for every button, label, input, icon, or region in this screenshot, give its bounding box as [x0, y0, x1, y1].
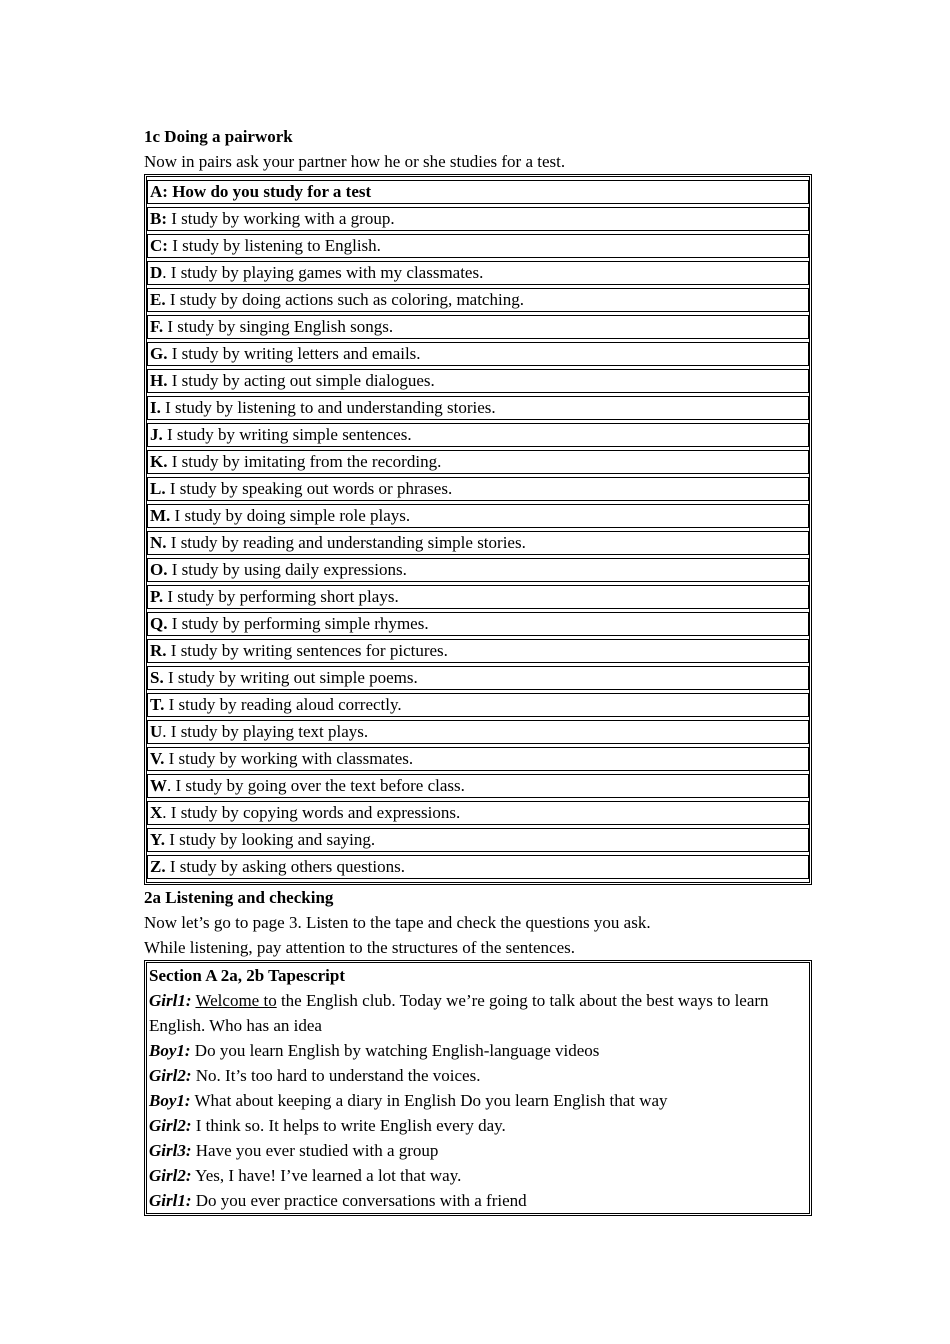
answer-text: I study by performing short plays.	[163, 587, 399, 606]
tapescript-box	[144, 960, 812, 1216]
answer-cell	[147, 234, 809, 258]
answer-letter: U	[150, 722, 163, 741]
answer-cell	[147, 693, 809, 717]
answer-letter: W	[150, 776, 167, 795]
answer-letter: P.	[150, 587, 164, 606]
answer-text: I study by performing simple rhymes.	[167, 614, 429, 633]
table-row	[147, 180, 809, 204]
table-row	[147, 261, 809, 285]
answer-text: I study by working with a group.	[167, 209, 395, 228]
answer-cell	[147, 315, 809, 339]
answer-text: I study by using daily expressions.	[167, 560, 407, 579]
answer-letter: H.	[150, 371, 168, 390]
tapescript-line	[149, 1138, 809, 1163]
answer-cell	[147, 423, 809, 447]
tapescript-line	[149, 1063, 809, 1088]
answer-cell	[147, 531, 809, 555]
answer-letter: T.	[150, 695, 165, 714]
answer-cell	[147, 261, 809, 285]
answer-text: I study by writing simple sentences.	[162, 425, 412, 444]
answer-text: . I study by going over the text before class.	[167, 776, 465, 795]
table-row	[147, 666, 809, 690]
answer-text: I study by looking and saying.	[164, 830, 376, 849]
answer-text: I study by listening to and understanding stories.	[160, 398, 496, 417]
table-row	[147, 747, 809, 771]
answer-letter: Y.	[150, 830, 165, 849]
speech-text: Have you ever studied with a group	[191, 1141, 439, 1160]
table-row	[147, 234, 809, 258]
speaker-label: Boy1:	[149, 1091, 191, 1110]
speech-text: the English club. Today we’re going to talk about the best ways to learn English. Who has an idea	[149, 991, 769, 1035]
answer-letter: D	[150, 263, 163, 282]
answer-cell	[147, 666, 809, 690]
section-1c-instruction: Now in pairs ask your partner how he or she studies for a test.	[144, 152, 566, 171]
answer-cell	[147, 774, 809, 798]
speaker-label: Girl2:	[149, 1066, 192, 1085]
answer-letter: Q.	[150, 614, 168, 633]
answer-letter: R.	[150, 641, 167, 660]
answer-letter: I.	[150, 398, 161, 417]
section-2a-line1: Now let’s go to page 3. Listen to the tape and check the questions you ask.	[144, 913, 651, 932]
speech-text: Do you learn English by watching English-language videos	[190, 1041, 600, 1060]
table-row	[147, 531, 809, 555]
table-row	[147, 288, 809, 312]
table-row	[147, 504, 809, 528]
answer-cell	[147, 450, 809, 474]
table-row	[147, 558, 809, 582]
table-row	[147, 396, 809, 420]
answer-cell	[147, 801, 809, 825]
table-row	[147, 612, 809, 636]
document-page	[144, 124, 812, 1216]
table-row	[147, 801, 809, 825]
tapescript-cell	[147, 963, 809, 1213]
answer-text: . I study by playing text plays.	[162, 722, 369, 741]
answer-cell	[147, 828, 809, 852]
answer-cell	[147, 504, 809, 528]
answer-letter: B:	[150, 209, 167, 228]
table-row	[147, 855, 809, 879]
answer-cell	[147, 477, 809, 501]
table-row	[147, 450, 809, 474]
section-2a-line2: While listening, pay attention to the structures of the sentences.	[144, 938, 576, 957]
table-row	[147, 585, 809, 609]
pairwork-table	[144, 174, 812, 885]
table-row	[147, 369, 809, 393]
speaker-label: Girl3:	[149, 1141, 192, 1160]
answer-letter: X	[150, 803, 163, 822]
answer-cell	[147, 396, 809, 420]
answer-letter: C:	[150, 236, 168, 255]
answer-letter: G.	[150, 344, 168, 363]
answer-text: I study by doing simple role plays.	[170, 506, 411, 525]
answer-cell	[147, 720, 809, 744]
answer-letter: N.	[150, 533, 167, 552]
table-row	[147, 477, 809, 501]
answer-cell	[147, 612, 809, 636]
answer-cell	[147, 207, 809, 231]
answer-letter: K.	[150, 452, 168, 471]
answer-text: . I study by copying words and expressions.	[162, 803, 461, 822]
answer-text: I study by reading and understanding simple stories.	[166, 533, 526, 552]
speaker-label: Girl1:	[149, 1191, 192, 1210]
underlined-phrase: Welcome to	[195, 991, 277, 1010]
table-row	[147, 774, 809, 798]
tapescript-line	[149, 988, 809, 1038]
table-row	[147, 693, 809, 717]
tapescript-line	[149, 1038, 809, 1063]
answer-letter: O.	[150, 560, 168, 579]
tapescript-line	[149, 1088, 809, 1113]
speaker-label: Boy1:	[149, 1041, 191, 1060]
answer-letter: S.	[150, 668, 164, 687]
answer-cell	[147, 369, 809, 393]
section-2a-heading: 2a Listening and checking	[144, 888, 334, 907]
answer-letter: F.	[150, 317, 164, 336]
answer-text: I study by asking others questions.	[165, 857, 405, 876]
answer-letter: M.	[150, 506, 171, 525]
answer-letter: Z.	[150, 857, 166, 876]
answer-letter: V.	[150, 749, 165, 768]
section-1c-heading: 1c Doing a pairwork	[144, 127, 293, 146]
answer-text: . I study by playing games with my classmates.	[162, 263, 484, 282]
answer-cell	[147, 747, 809, 771]
table-row	[147, 639, 809, 663]
answer-text: I study by listening to English.	[167, 236, 381, 255]
speech-text: Yes, I have! I’ve learned a lot that way.	[191, 1166, 462, 1185]
answer-text: I study by writing letters and emails.	[167, 344, 421, 363]
answer-text: I study by writing out simple poems.	[163, 668, 418, 687]
answer-text: I study by speaking out words or phrases.	[165, 479, 453, 498]
table-row	[147, 720, 809, 744]
tapescript-line	[149, 1113, 809, 1138]
table-row	[147, 207, 809, 231]
answer-cell	[147, 342, 809, 366]
answer-text: I study by acting out simple dialogues.	[167, 371, 435, 390]
speech-text: No. It’s too hard to understand the voices.	[191, 1066, 481, 1085]
table-row	[147, 315, 809, 339]
speaker-label: Girl2:	[149, 1166, 192, 1185]
question-cell: A: How do you study for a test	[147, 180, 809, 204]
answer-letter: E.	[150, 290, 166, 309]
answer-cell	[147, 855, 809, 879]
speech-text: I think so. It helps to write English every day.	[191, 1116, 506, 1135]
speech-text: Do you ever practice conversations with a friend	[191, 1191, 527, 1210]
answer-letter: J.	[150, 425, 163, 444]
answer-text: I study by reading aloud correctly.	[164, 695, 402, 714]
tapescript-title: Section A 2a, 2b Tapescript	[149, 966, 346, 985]
table-row	[147, 342, 809, 366]
answer-text: I study by singing English songs.	[163, 317, 394, 336]
table-row	[147, 828, 809, 852]
speaker-label: Girl2:	[149, 1116, 192, 1135]
answer-letter: L.	[150, 479, 166, 498]
answer-text: I study by working with classmates.	[164, 749, 414, 768]
speech-text: What about keeping a diary in English Do you learn English that way	[190, 1091, 668, 1110]
answer-cell	[147, 288, 809, 312]
answer-cell	[147, 639, 809, 663]
tapescript-line	[149, 1163, 809, 1188]
answer-text: I study by writing sentences for pictures.	[166, 641, 448, 660]
tapescript-line	[149, 1188, 809, 1213]
answer-cell	[147, 585, 809, 609]
table-row	[147, 423, 809, 447]
speaker-label: Girl1:	[149, 991, 192, 1010]
answer-cell	[147, 558, 809, 582]
answer-text: I study by imitating from the recording.	[167, 452, 442, 471]
answer-text: I study by doing actions such as coloring, matching.	[165, 290, 524, 309]
